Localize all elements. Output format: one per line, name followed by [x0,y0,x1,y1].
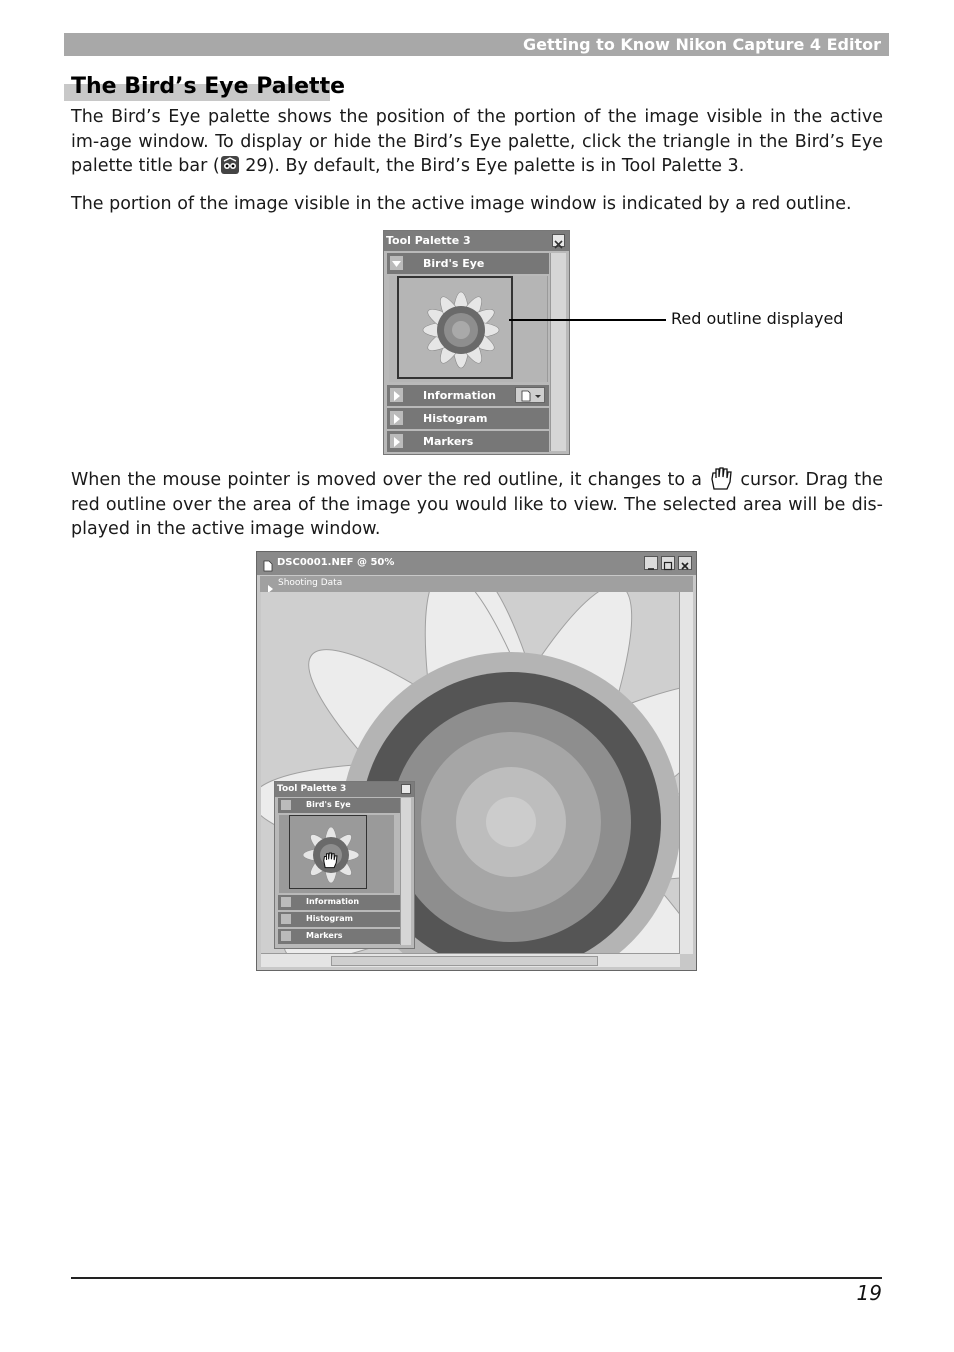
inset-palette-title: Tool Palette 3 [277,784,347,794]
triangle-right-icon[interactable] [390,434,403,448]
running-header [64,33,889,56]
shooting-data-bar[interactable] [260,576,693,592]
inset-tool-palette [274,781,415,949]
window-title-bar [257,552,696,575]
section-histogram[interactable] [387,408,549,429]
palette-title: Tool Palette 3 [386,234,471,247]
close-icon[interactable] [552,234,565,247]
paragraph-red-outline: The portion of the image visible in the active image window is indicated by a red outline. [71,194,852,214]
triangle-down-icon[interactable] [390,256,403,270]
minimize-icon[interactable] [644,556,658,570]
birds-eye-thumbnail [389,276,548,382]
inset-section-histogram[interactable] [278,912,400,927]
running-header-text: Getting to Know Nikon Capture 4 Editor [522,35,881,54]
triangle-right-icon[interactable] [390,411,403,425]
window-horizontal-scrollbar[interactable] [261,953,680,967]
close-icon[interactable] [401,784,411,794]
red-outline-frame[interactable] [397,276,513,379]
paragraph-hand-cursor [71,465,883,542]
triangle-down-icon[interactable] [281,800,291,810]
window-vertical-scrollbar[interactable] [679,592,693,954]
palette-title-bar [384,231,569,251]
callout-leader-line [509,319,666,321]
triangle-right-icon[interactable] [281,897,291,907]
paragraph-intro-part1: The Bird’s Eye palette shows the position of the portion of the image visible in the active im-age window. To display or hide the Bird’s Eye palette, click the triangle in the Bird’s Eye palette title bar ( [71,107,883,176]
palette-scrollbar[interactable] [550,253,566,451]
hand-cursor-icon [321,851,339,873]
inset-section-information[interactable] [278,895,400,910]
triangle-right-icon[interactable] [281,931,291,941]
section-label: Histogram [306,914,353,923]
paragraph-intro-part2: 29). By default, the Bird’s Eye palette is in Tool Palette 3. [239,156,745,176]
reference-icon [220,155,240,175]
section-markers[interactable] [387,431,549,452]
triangle-right-icon[interactable] [390,388,403,402]
inset-section-markers[interactable] [278,929,400,944]
paragraph-hand-part1: When the mouse pointer is moved over the red outline, it changes to a [71,470,709,490]
document-icon[interactable] [515,387,545,403]
shooting-data-label: Shooting Data [278,578,343,588]
section-label: Bird's Eye [306,800,351,809]
hand-cursor-icon [708,465,734,491]
scroll-thumb[interactable] [331,956,598,966]
section-label: Markers [306,931,343,940]
page-number: 19 [856,1281,882,1305]
section-label: Histogram [423,412,488,425]
section-information[interactable] [387,385,549,406]
paragraph-intro [71,105,883,179]
footer-rule [71,1277,882,1279]
image-window-figure [256,551,697,971]
sunflower-image [261,592,681,954]
section-birds-eye[interactable] [387,253,549,274]
tool-palette-figure [383,230,570,455]
paragraph-hand-part2: cursor. Drag the red outline over the area of the image you would like to view. The selected area will be dis-played in the active image window. [71,470,883,539]
file-icon [263,557,273,576]
triangle-right-icon[interactable] [281,914,291,924]
close-icon[interactable] [678,556,692,570]
window-title: DSC0001.NEF @ 50% [277,557,395,568]
section-label: Information [306,897,360,906]
section-label: Markers [423,435,474,448]
section-label: Bird's Eye [423,257,485,270]
inset-palette-scrollbar[interactable] [400,798,411,945]
inset-section-birds-eye[interactable] [278,798,400,813]
callout-label: Red outline displayed [671,309,844,328]
inset-palette-title-bar [275,782,414,797]
section-label: Information [423,389,496,402]
section-title: The Bird’s Eye Palette [71,74,346,99]
maximize-icon[interactable] [661,556,675,570]
inset-thumbnail [279,815,394,893]
